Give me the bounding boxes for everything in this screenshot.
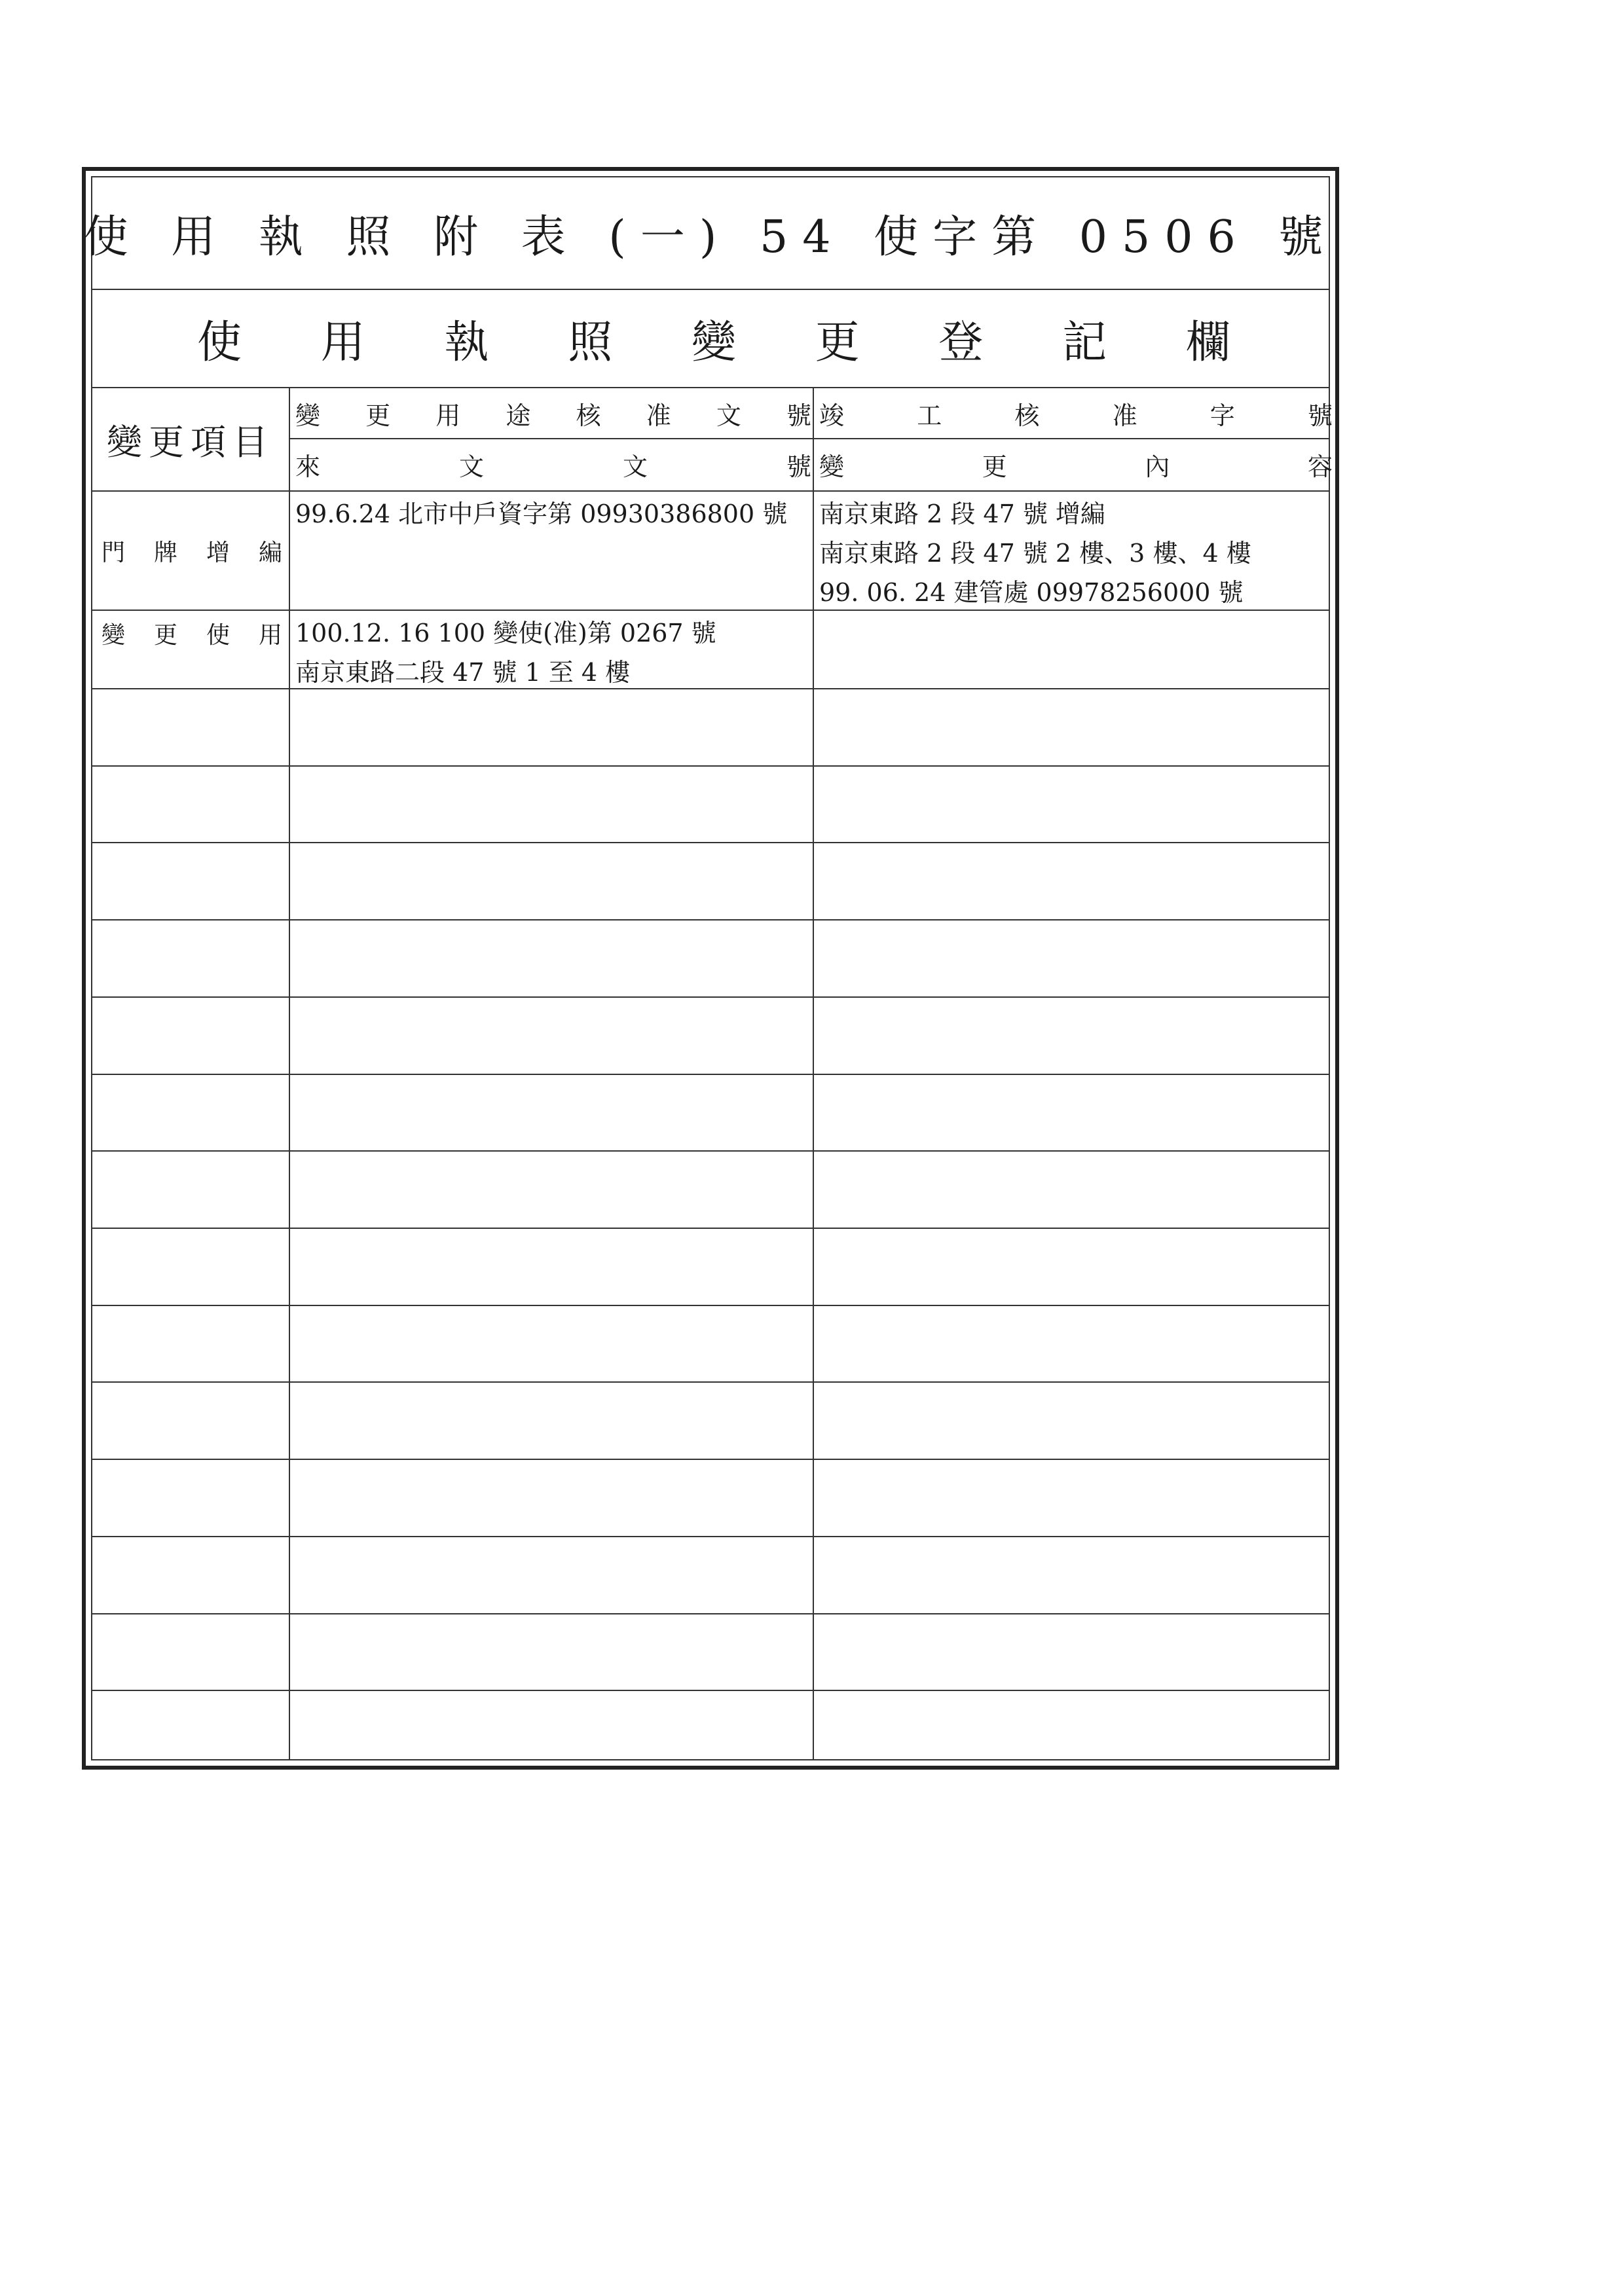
- row-2-category: [92, 613, 289, 653]
- header-char: 號: [786, 401, 811, 430]
- header-char: 來: [295, 452, 321, 481]
- category-char: 增: [206, 539, 230, 566]
- header-char: 文: [716, 401, 741, 430]
- subtitle-char: 照: [568, 316, 613, 369]
- header-char: 准: [1112, 401, 1137, 430]
- header-col3-bottom: [814, 439, 1334, 489]
- page-title: 使 用 執 照 附 表 (一) 54 使字第 0506 號: [83, 211, 1338, 263]
- header-char: 竣: [819, 401, 845, 430]
- header-char: 內: [1145, 452, 1170, 481]
- row-rule: [92, 1459, 1329, 1460]
- header-char: 核: [576, 401, 601, 430]
- header-char: 變: [295, 401, 321, 430]
- subtitle: [92, 307, 1329, 371]
- header-char: 文: [622, 452, 648, 481]
- row-rule: [92, 765, 1329, 767]
- header-char: 核: [1014, 401, 1040, 430]
- page-title-row: [83, 177, 1338, 290]
- header-char: 工: [917, 401, 942, 430]
- row-1-document-number: 99.6.24 北市中戶資字第 09930386800 號: [295, 500, 788, 528]
- header-char: 字: [1209, 401, 1235, 430]
- row-rule: [92, 919, 1329, 920]
- row-rule: [92, 1690, 1329, 1691]
- document-frame: [82, 167, 1339, 1770]
- header-char: 號: [786, 452, 811, 481]
- row-rule: [92, 1150, 1329, 1152]
- row-1-change-line: 99. 06. 24 建管處 09978256000 號: [819, 578, 1244, 607]
- header-char: 用: [435, 401, 461, 430]
- category-char: 使: [206, 621, 230, 649]
- subtitle-char: 欄: [1185, 316, 1230, 369]
- subtitle-char: 使: [197, 316, 242, 369]
- subtitle-char: 變: [691, 316, 736, 369]
- change-register-table: [83, 176, 1338, 1760]
- row-rule: [92, 1074, 1329, 1075]
- category-char: 門: [101, 539, 126, 566]
- category-char: 牌: [153, 539, 177, 566]
- row-rule: [92, 1613, 1329, 1614]
- change-item-header: 變更項目: [107, 421, 274, 463]
- header-char: 更: [365, 401, 391, 430]
- header-char: 文: [458, 452, 484, 481]
- row-rule: [92, 996, 1329, 998]
- category-char: 更: [153, 621, 177, 649]
- header-char: 途: [506, 401, 531, 430]
- row-rule: [92, 1381, 1329, 1383]
- subtitle-char: 登: [938, 316, 984, 369]
- row-1-change-line: 南京東路 2 段 47 號 增編: [819, 500, 1105, 528]
- header-char: 更: [982, 452, 1007, 481]
- subtitle-row: [92, 290, 1329, 388]
- header-char: 准: [646, 401, 671, 430]
- header-col2-top: [290, 388, 813, 438]
- subtitle-char: 執: [444, 316, 489, 369]
- row-1-change-line: 南京東路 2 段 47 號 2 樓、3 樓、4 樓: [819, 539, 1251, 568]
- category-char: 變: [101, 621, 126, 649]
- subtitle-char: 用: [320, 316, 365, 369]
- category-char: 用: [258, 621, 282, 649]
- header-col3-top: [814, 388, 1334, 438]
- header-char: 變: [819, 452, 845, 481]
- row-rule: [92, 688, 1329, 689]
- row-rule: [92, 1228, 1329, 1229]
- row-rule: [92, 610, 1329, 611]
- row-1-category: [92, 531, 289, 570]
- subtitle-char: 記: [1062, 316, 1107, 369]
- header-bottom-rule: [92, 490, 1329, 492]
- row-2-document-detail: 南京東路二段 47 號 1 至 4 樓: [295, 658, 631, 687]
- header-char: 號: [1307, 401, 1333, 430]
- row-rule: [92, 1536, 1329, 1537]
- row-rule: [92, 842, 1329, 843]
- category-char: 編: [258, 539, 282, 566]
- row-rule: [92, 1305, 1329, 1306]
- header-col2-bottom: [290, 439, 813, 489]
- row-2-document-number: 100.12. 16 100 變使(准)第 0267 號: [295, 619, 716, 647]
- header-char: 容: [1307, 452, 1333, 481]
- subtitle-char: 更: [815, 316, 860, 369]
